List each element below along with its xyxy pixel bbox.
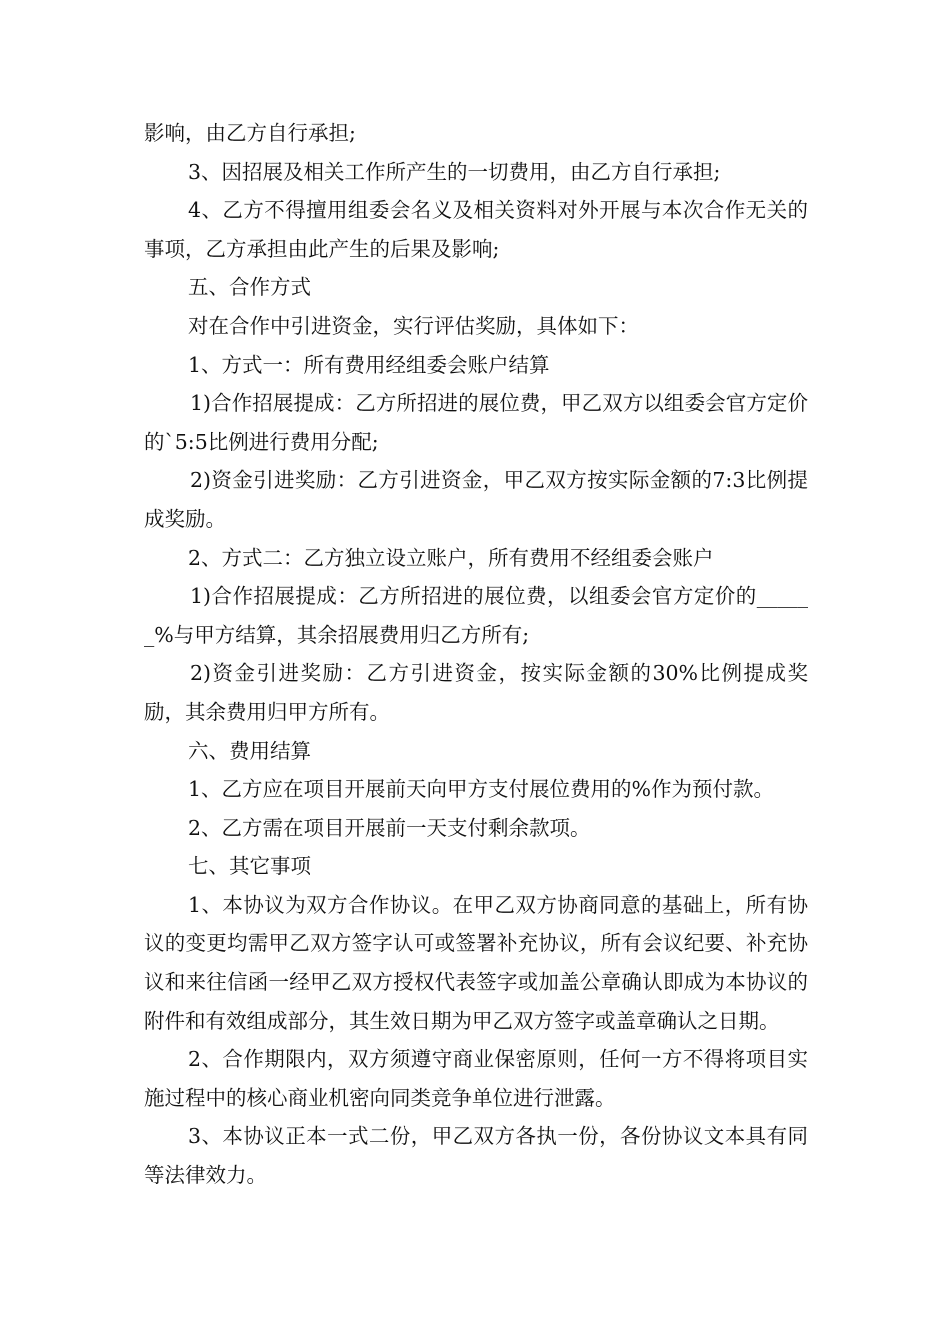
paragraph-method-2-item-2: 2)资金引进奖励：乙方引进资金，按实际金额的30%比例提成奖励，其余费用归甲方所有。	[144, 661, 808, 724]
paragraph-clause-4: 4、乙方不得擅用组委会名义及相关资料对外开展与本次合作无关的事项，乙方承担由此产生的后果及影响;	[144, 198, 808, 261]
paragraph-method-1-item-2: 2)资金引进奖励：乙方引进资金，甲乙双方按实际金额的7:3比例提成奖励。	[144, 468, 808, 531]
document-body	[144, 114, 808, 1195]
section-heading-other: 七、其它事项	[188, 854, 311, 879]
paragraph-other-2: 2、合作期限内，双方须遵守商业保密原则，任何一方不得将项目实施过程中的核心商业机密向同类竞争单位进行泄露。	[144, 1047, 808, 1110]
paragraph-other-1: 1、本协议为双方合作协议。在甲乙双方协商同意的基础上，所有协议的变更均需甲乙双方签字认可或签署补充协议，所有会议纪要、补充协议和来往信函一经甲乙双方授权代表签字或加盖公章确认即成为本协议的附件和有效组成部分，其生效日期为甲乙双方签字或盖章确认之日期。	[144, 892, 808, 1033]
paragraph-settlement-1: 1、乙方应在项目开展前天向甲方支付展位费用的%作为预付款。	[188, 777, 775, 802]
section-heading-settlement: 六、费用结算	[188, 738, 311, 763]
paragraph-method-1: 1、方式一：所有费用经组委会账户结算	[188, 352, 550, 377]
section-heading-cooperation: 五、合作方式	[188, 275, 311, 300]
paragraph-settlement-2: 2、乙方需在项目开展前一天支付剩余款项。	[188, 815, 591, 840]
paragraph-other-3: 3、本协议正本一式二份，甲乙双方各执一份，各份协议文本具有同等法律效力。	[144, 1124, 808, 1188]
paragraph-continuation: 影响，由乙方自行承担;	[144, 121, 356, 145]
paragraph-method-2: 2、方式二：乙方独立设立账户，所有费用不经组委会账户	[188, 545, 714, 570]
paragraph-method-2-item-1: 1)合作招展提成：乙方所招进的展位费，以组委会官方定价的______%与甲方结算，其余招展费用归乙方所有;	[144, 584, 808, 647]
paragraph-clause-3: 3、因招展及相关工作所产生的一切费用，由乙方自行承担;	[188, 159, 721, 184]
paragraph-intro: 对在合作中引进资金，实行评估奖励，具体如下：	[188, 313, 639, 338]
paragraph-method-1-item-1: 1)合作招展提成：乙方所招进的展位费，甲乙双方以组委会官方定价的`5:5比例进行费用分配;	[144, 391, 808, 454]
